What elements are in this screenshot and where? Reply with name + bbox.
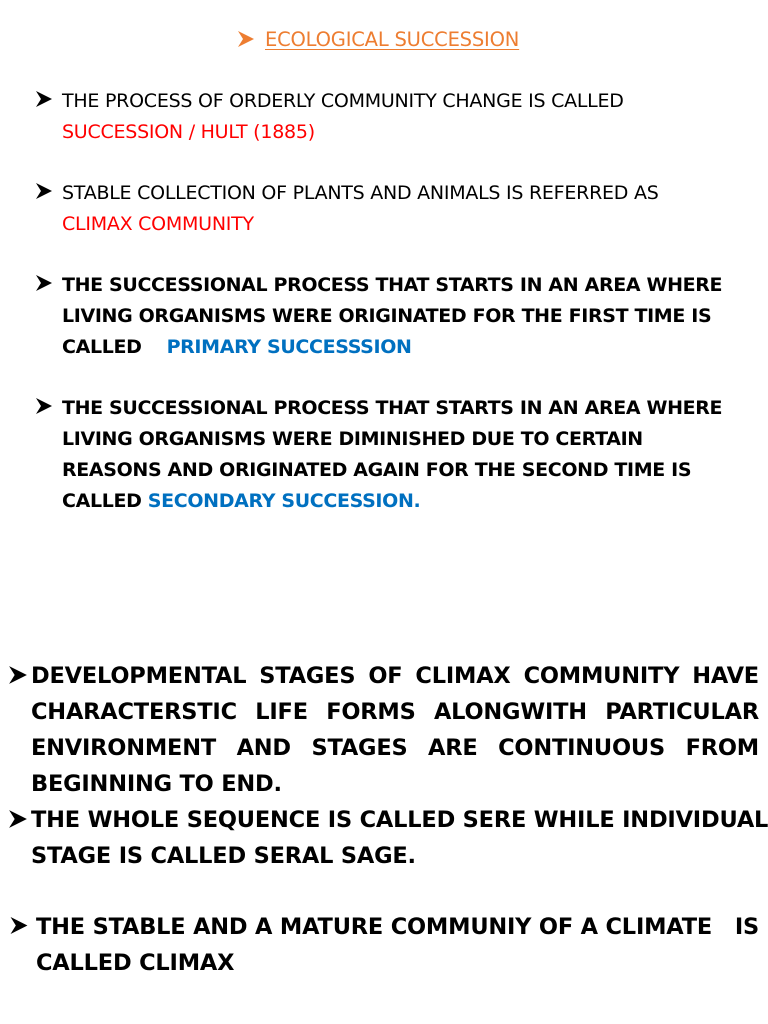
succession-highlight: SUCCESSION / HULT (1885)	[62, 121, 315, 143]
bullet-4-line-2: LIVING ORGANISMS WERE DIMINISHED DUE TO CERTAIN	[62, 428, 643, 450]
lower-bullet-2-line-1: THE WHOLE SEQUENCE IS CALLED SERE WHILE INDIVIDUAL	[31, 807, 768, 833]
bullet-3-line-1: THE SUCCESSIONAL PROCESS THAT STARTS IN AN AREA WHERE	[62, 274, 723, 296]
lower-bullet-1-line-3	[31, 730, 759, 766]
bullet-1-line: THE PROCESS OF ORDERLY COMMUNITY CHANGE IS CALLED	[62, 90, 624, 112]
arrow-bullet-icon	[8, 665, 28, 685]
word: ARE	[428, 735, 478, 761]
bullet-4-line-1: THE SUCCESSIONAL PROCESS THAT STARTS IN AN AREA WHERE	[62, 397, 723, 419]
word: ALONGWITH	[433, 699, 587, 725]
word: ENVIRONMENT	[31, 735, 217, 761]
word: PARTICULAR	[605, 699, 759, 725]
word: DEVELOPMENTAL	[31, 663, 247, 689]
lower-bullet-1-line-2	[31, 694, 759, 730]
word: THE STABLE AND A MATURE COMMUNIY OF A CLIMATE	[36, 914, 713, 940]
arrow-bullet-icon	[36, 397, 52, 415]
lower-bullet-1-text	[31, 658, 759, 802]
bullet-3-text	[62, 270, 752, 363]
lower-bullet-2-text	[31, 802, 768, 874]
word: OF	[368, 663, 403, 689]
bullet-2-text	[62, 178, 752, 240]
arrow-bullet-icon	[8, 809, 28, 829]
word: LIFE	[255, 699, 308, 725]
word: AND	[236, 735, 291, 761]
word: STAGES	[311, 735, 408, 761]
bullet-4-text	[62, 393, 752, 517]
bullet-2-line: STABLE COLLECTION OF PLANTS AND ANIMALS IS REFERRED AS	[62, 182, 659, 204]
word: COMMUNITY	[523, 663, 680, 689]
bullet-1-text	[62, 86, 752, 148]
lower-bullet-3-text	[36, 909, 759, 981]
word: STAGES	[259, 663, 356, 689]
word: HAVE	[692, 663, 759, 689]
bullet-3-prefix: CALLED	[62, 336, 142, 358]
arrow-bullet-icon	[36, 182, 52, 200]
word: CONTINUOUS	[498, 735, 666, 761]
word: FORMS	[326, 699, 416, 725]
word: FROM	[685, 735, 759, 761]
word: CLIMAX	[415, 663, 511, 689]
page-title: ECOLOGICAL SUCCESSION	[265, 28, 520, 51]
lower-bullet-3-line-2: CALLED CLIMAX	[36, 950, 235, 976]
arrow-bullet-icon	[238, 30, 254, 48]
lower-bullet-2-line-2: STAGE IS CALLED SERAL SAGE.	[31, 843, 416, 869]
arrow-bullet-icon	[36, 90, 52, 108]
bullet-3-line-2: LIVING ORGANISMS WERE ORIGINATED FOR THE FIRST TIME IS	[62, 305, 712, 327]
word: CHARACTERSTIC	[31, 699, 237, 725]
lower-bullet-1-line-4: BEGINNING TO END.	[31, 771, 282, 797]
lower-bullet-3-line-1	[36, 909, 759, 945]
arrow-bullet-icon	[36, 274, 52, 292]
bullet-4-line-4	[62, 486, 752, 517]
bullet-3-line-3	[62, 332, 752, 363]
bullet-4-line-3: REASONS AND ORIGINATED AGAIN FOR THE SECOND TIME IS	[62, 459, 692, 481]
bullet-4-prefix: CALLED	[62, 490, 142, 512]
climax-community-highlight: CLIMAX COMMUNITY	[62, 213, 254, 235]
primary-succession-highlight: PRIMARY SUCCESSSION	[166, 336, 412, 358]
secondary-succession-highlight: SECONDARY SUCCESSION.	[147, 490, 421, 512]
word: IS	[734, 914, 759, 940]
lower-bullet-1-line-1	[31, 658, 759, 694]
arrow-bullet-icon	[10, 916, 28, 935]
